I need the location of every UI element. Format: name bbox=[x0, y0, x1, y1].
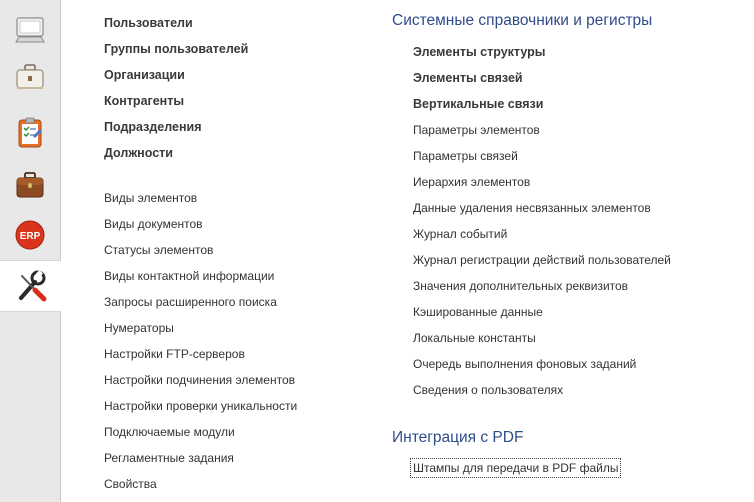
link-properties[interactable]: Свойства bbox=[104, 477, 157, 491]
desktop-icon bbox=[13, 13, 47, 47]
erp-icon bbox=[13, 218, 47, 252]
link-users[interactable]: Пользователи bbox=[104, 16, 193, 30]
link-scheduled-tasks[interactable]: Регламентные задания bbox=[104, 451, 234, 465]
link-ftp-server-settings[interactable]: Настройки FTP-серверов bbox=[104, 347, 245, 361]
sidebar bbox=[0, 0, 61, 502]
link-element-parameters[interactable]: Параметры элементов bbox=[413, 123, 540, 137]
link-document-types[interactable]: Виды документов bbox=[104, 217, 203, 231]
link-link-parameters[interactable]: Параметры связей bbox=[413, 149, 518, 163]
link-user-action-log[interactable]: Журнал регистрации действий пользователей bbox=[413, 253, 671, 267]
sidebar-item-office[interactable] bbox=[0, 55, 60, 99]
sidebar-item-business[interactable] bbox=[0, 163, 60, 207]
link-contact-info-types[interactable]: Виды контактной информации bbox=[104, 269, 275, 283]
link-structure-elements[interactable]: Элементы структуры bbox=[413, 45, 546, 59]
link-cached-data[interactable]: Кэшированные данные bbox=[413, 305, 543, 319]
link-plugins[interactable]: Подключаемые модули bbox=[104, 425, 235, 439]
briefcase-white-icon bbox=[13, 60, 47, 94]
link-vertical-links[interactable]: Вертикальные связи bbox=[413, 97, 544, 111]
link-user-info[interactable]: Сведения о пользователях bbox=[413, 383, 564, 397]
sidebar-item-erp[interactable] bbox=[0, 213, 60, 257]
sidebar-item-desktop[interactable] bbox=[0, 8, 60, 52]
link-numerators[interactable]: Нумераторы bbox=[104, 321, 174, 335]
link-departments[interactable]: Подразделения bbox=[104, 120, 202, 134]
tools-icon bbox=[13, 268, 49, 304]
sidebar-item-settings[interactable] bbox=[0, 260, 61, 312]
section-title-system-registers: Системные справочники и регистры bbox=[392, 12, 653, 29]
link-element-hierarchy[interactable]: Иерархия элементов bbox=[413, 175, 531, 189]
link-additional-attribute-values[interactable]: Значения дополнительных реквизитов bbox=[413, 279, 629, 293]
briefcase-brown-icon bbox=[13, 168, 47, 202]
erp-badge-label: ERP bbox=[19, 231, 41, 242]
link-advanced-search-queries[interactable]: Запросы расширенного поиска bbox=[104, 295, 277, 309]
link-counterparties[interactable]: Контрагенты bbox=[104, 94, 185, 108]
clipboard-checklist-icon bbox=[13, 116, 47, 150]
link-background-jobs-queue[interactable]: Очередь выполнения фоновых заданий bbox=[413, 357, 637, 371]
link-user-groups[interactable]: Группы пользователей bbox=[104, 42, 249, 56]
link-subordination-settings[interactable]: Настройки подчинения элементов bbox=[104, 373, 295, 387]
link-element-statuses[interactable]: Статусы элементов bbox=[104, 243, 214, 257]
link-positions[interactable]: Должности bbox=[104, 146, 173, 160]
link-uniqueness-settings[interactable]: Настройки проверки уникальности bbox=[104, 399, 298, 413]
sidebar-item-tasks[interactable] bbox=[0, 111, 60, 155]
link-element-types[interactable]: Виды элементов bbox=[104, 191, 198, 205]
section-title-pdf-integration: Интеграция с PDF bbox=[392, 429, 524, 446]
link-organizations[interactable]: Организации bbox=[104, 68, 185, 82]
link-pdf-stamps[interactable]: Штампы для передачи в PDF файлы bbox=[413, 461, 619, 475]
link-unlinked-deletion-data[interactable]: Данные удаления несвязанных элементов bbox=[413, 201, 651, 215]
link-link-elements[interactable]: Элементы связей bbox=[413, 71, 523, 85]
link-event-log[interactable]: Журнал событий bbox=[413, 227, 508, 241]
link-local-constants[interactable]: Локальные константы bbox=[413, 331, 536, 345]
